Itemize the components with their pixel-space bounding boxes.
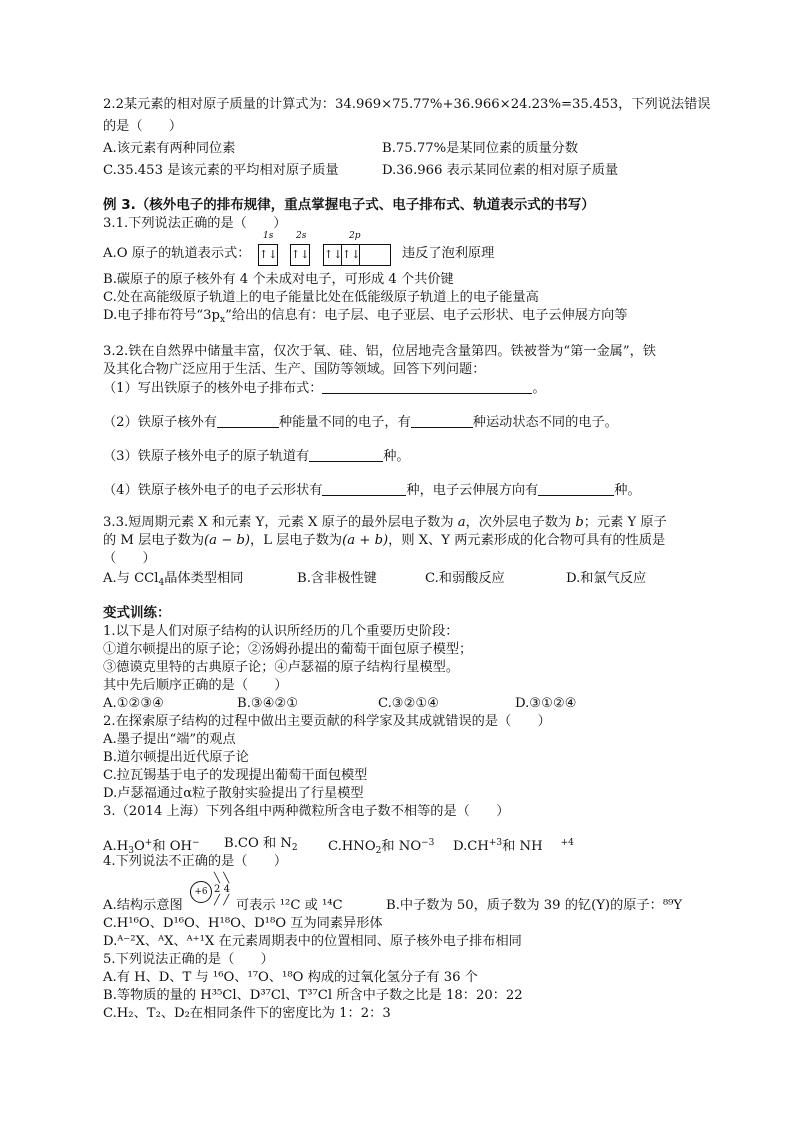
- p3-option-d: $D.CH^{+3}$和 NH $^{+4}$: [453, 838, 574, 854]
- p2-option-c: C.拉瓦锡基于电子的发现提出葡萄干面包模型: [103, 768, 368, 783]
- q22-option-c: C.35.453 是该元素的平均相对原子质量: [103, 163, 339, 178]
- q31-option-a-prefix: A.O 原子的轨道表示式：: [103, 246, 251, 261]
- p2-option-d: D.卢瑟福通过α粒子散射实验提出了行星模型: [103, 786, 364, 801]
- orbital-2p-z: [360, 245, 390, 265]
- p4-stem: 4.下列说法不正确的是（ ）: [103, 854, 288, 869]
- orbital-2p-y: ↑↓: [342, 245, 360, 265]
- p1-option-a: A.①②③④: [103, 696, 165, 711]
- answer-blank[interactable]: [309, 448, 383, 462]
- p4-option-c: C.H¹⁶O、D¹⁶O、H¹⁸O、D¹⁸O 互为同素异形体: [103, 916, 383, 931]
- q22-stem-line2: 的是（ ）: [103, 119, 183, 134]
- q32-part2: （2）铁原子核外有 种能量不同的电子，有 种运动状态不同的电子。: [103, 415, 618, 430]
- orbital-1s-electrons: ↑↓: [259, 248, 278, 261]
- p2-option-b: B.道尔顿提出近代原子论: [103, 750, 249, 765]
- shell-arc-icon: ╱ ╱: [214, 895, 230, 906]
- p1-line2: ①道尔顿提出的原子论；②汤姆孙提出的葡萄干面包原子模型；: [103, 642, 473, 657]
- q31-option-c: C.处在高能级原子轨道上的电子能量比处在低能级原子轨道上的电子能量高: [103, 290, 539, 305]
- p2-stem: 2.在探索原子结构的过程中做出主要贡献的科学家及其成就错误的是（ ）: [103, 714, 551, 729]
- orbital-label-2p: 2p: [349, 231, 361, 241]
- answer-blank[interactable]: [538, 482, 614, 496]
- p3-option-c: $C.HNO_2$和 $NO^{-3}$: [328, 838, 435, 856]
- p1-line3: ③德谟克里特的古典原子论；④卢瑟福的原子结构行星模型。: [103, 660, 460, 675]
- p1-option-d: D.③①②④: [515, 696, 577, 711]
- p5-stem: 5.下列说法正确的是（ ）: [103, 952, 274, 967]
- p3-option-b: B.CO 和 $N_2$: [224, 836, 298, 853]
- p5-option-b: B.等物质的量的 H³⁵Cl、D³⁷Cl、T³⁷Cl 所含中子数之比是 18：20：22: [103, 988, 523, 1003]
- p4-option-b: B.中子数为 50，质子数为 39 的钇(Y)的原子：⁸⁹Y: [386, 898, 683, 913]
- q33-option-d: D.和氯气反应: [566, 571, 647, 586]
- p1-line4: 其中先后顺序正确的是（ ）: [103, 678, 288, 693]
- orbital-label-1s: 1s: [263, 231, 274, 241]
- q22-option-b: B.75.77%是某同位素的质量分数: [382, 141, 579, 156]
- q33-stem-line2: 的 M 层电子数为(a − b)，L 层电子数为(a + b)，则 X、Y 两元素形成的化合物可具有的性质是: [103, 533, 666, 548]
- answer-blank[interactable]: [217, 414, 279, 428]
- q22-option-a: A.该元素有两种同位素: [103, 141, 236, 156]
- answer-blank[interactable]: [411, 414, 473, 428]
- q32-part4: （4）铁原子核外电子的电子云形状有 种，电子云伸展方向有 种。: [103, 483, 641, 498]
- p3-stem: 3.（2014 上海）下列各组中两种微粒所含电子数不相等的是（ ）: [103, 804, 510, 819]
- shell-arc-icon: ╲ ╲: [214, 873, 230, 884]
- orbital-2s-electrons: ↑↓: [291, 248, 310, 261]
- q22-stem-line1: 2.2某元素的相对原子质量的计算式为：34.969×75.77%+36.966×24.23%=35.453，下列说法错误: [103, 97, 711, 112]
- orbital-label-2s: 2s: [296, 231, 307, 241]
- q33-stem-line1: 3.3.短周期元素 X 和元素 Y，元素 X 原子的最外层电子数为 a，次外层电子数为 b；元素 Y 原子: [103, 515, 667, 530]
- orbital-box-2p: [323, 244, 391, 266]
- orbital-box-1s: [258, 244, 278, 266]
- answer-blank[interactable]: [322, 482, 406, 496]
- p1-stem: 1.以下是人们对原子结构的认识所经历的几个重要历史阶段：: [103, 624, 459, 639]
- p1-option-c: C.③②①④: [378, 696, 440, 711]
- p5-option-a: A.有 H、D、T 与 ¹⁶O、¹⁷O、¹⁸O 构成的过氧化氢分子有 36 个: [103, 970, 478, 985]
- practice-title: 变式训练：: [103, 605, 171, 621]
- p4-option-a-prefix: A.结构示意图: [103, 898, 183, 913]
- q33-option-c: C.和弱酸反应: [425, 571, 505, 586]
- q31-option-d: D.电子排布符号“$3p_x$”给出的信息有：电子层、电子亚层、电子云形状、电子云伸展方向等: [103, 308, 628, 325]
- q32-part3: （3）铁原子核外电子的原子轨道有 种。: [103, 449, 410, 464]
- q33-option-a: A.与 CCl$_4$晶体类型相同: [103, 571, 244, 588]
- orbital-2p-x: ↑↓: [324, 245, 342, 265]
- orbital-box-2s: [290, 244, 310, 266]
- answer-blank[interactable]: [322, 380, 532, 394]
- shell-electrons: 2 4: [214, 884, 230, 895]
- p4-option-a-suffix: 可表示 ¹²C 或 ¹⁴C: [236, 898, 343, 913]
- p1-option-b: B.③④②①: [237, 696, 299, 711]
- q31-stem: 3.1.下列说法正确的是（ ）: [103, 216, 287, 231]
- p4-option-d: D.ᴬ⁻²X、ᴬX、ᴬ⁺¹X 在元素周期表中的位置相同、原子核外电子排布相同: [103, 934, 522, 949]
- atom-structure-diagram: +6: [190, 881, 212, 903]
- p5-option-c: C.H₂、T₂、D₂在相同条件下的密度比为 1：2：3: [103, 1006, 391, 1021]
- example3-title: 例 3.（核外电子的排布规律，重点掌握电子式、电子排布式、轨道表示式的书写）: [103, 197, 595, 213]
- q31-option-a-suffix: 违反了泡利原理: [402, 246, 495, 261]
- q32-part1: （1）写出铁原子的核外电子排布式： 。: [103, 381, 546, 396]
- q33-stem-line3: （ ）: [103, 551, 156, 566]
- q22-option-d: D.36.966 表示某同位素的相对原子质量: [382, 163, 619, 178]
- q33-option-b: B.含非极性键: [297, 571, 377, 586]
- p2-option-a: A.墨子提出“端”的观点: [103, 732, 236, 747]
- q32-stem-line1: 3.2.铁在自然界中储量丰富，仅次于氧、硅、铝，位居地壳含量第四。铁被誉为“第一金属”，铁: [103, 344, 656, 359]
- p3-option-a: $A.H_3O^+$和 OH−: [103, 838, 200, 856]
- q32-stem-line2: 及其化合物广泛应用于生活、生产、国防等领域。回答下列问题：: [103, 362, 486, 377]
- q31-option-b: B.碳原子的原子核外有 4 个未成对电子，可形成 4 个共价键: [103, 272, 454, 287]
